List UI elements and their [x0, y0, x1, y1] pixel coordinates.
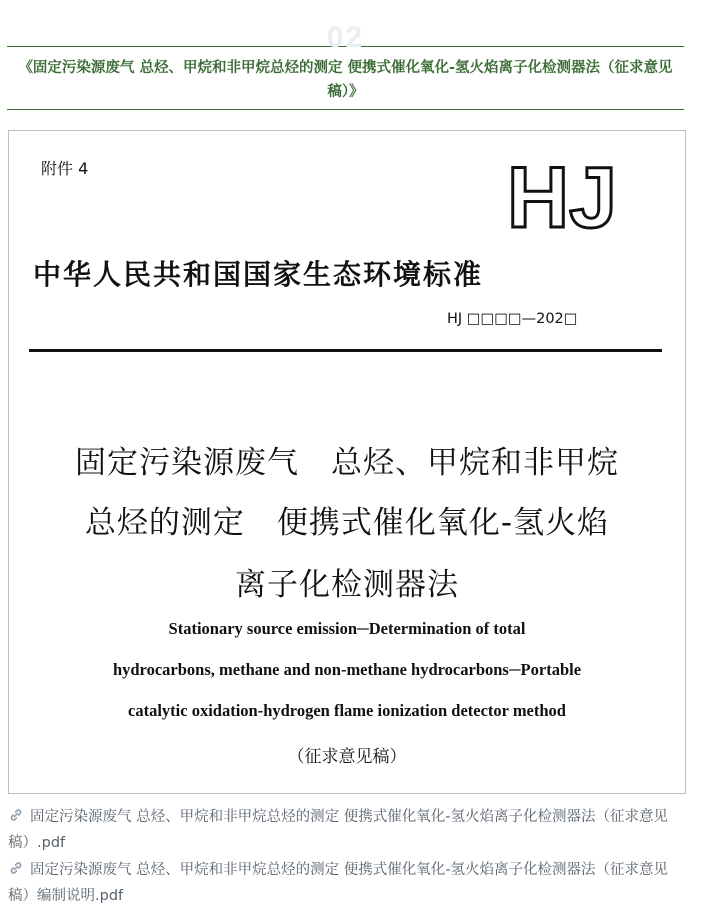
draft-label: （征求意见稿） [287, 747, 407, 767]
divider [29, 349, 662, 352]
section-header [7, 21, 684, 110]
title-cn-line-1: 固定污染源废气 总烃、甲烷和非甲烷 [75, 445, 619, 481]
standard-number: HJ □□□□—202□ [447, 311, 578, 327]
section-number: 02 [326, 21, 365, 54]
link-icon [8, 808, 24, 822]
section-title: 《固定污染源废气 总烃、甲烷和非甲烷总烃的测定 便携式催化氧化-氢火焰离子化检测器法（征求意见稿）》 [18, 60, 673, 100]
hj-logo-text: HJ [507, 161, 617, 231]
attachment-link-label[interactable]: 固定污染源废气 总烃、甲烷和非甲烷总烃的测定 便携式催化氧化-氢火焰离子化检测器法（征求意见稿）.pdf [8, 809, 668, 851]
title-cn-line-2: 总烃的测定 便携式催化氧化-氢火焰 [84, 505, 610, 541]
attachment-link-explanation-pdf[interactable] [8, 857, 688, 909]
attachment-link-label[interactable]: 固定污染源废气 总烃、甲烷和非甲烷总烃的测定 便携式催化氧化-氢火焰离子化检测器法（征求意见稿）编制说明.pdf [8, 862, 668, 904]
title-en-line-2: hydrocarbons, methane and non-methane hydrocarbons─Portable [112, 660, 582, 679]
hj-logo [497, 161, 627, 231]
attachment-list [8, 804, 688, 910]
attachment-link-pdf[interactable] [8, 804, 688, 856]
title-en-line-1: Stationary source emission─Determination of total [168, 619, 526, 638]
national-standard-heading: 中华人民共和国国家生态环境标准 [33, 258, 484, 291]
attachment-label: 附件 4 [41, 159, 89, 178]
title-cn-line-3: 离子化检测器法 [235, 567, 459, 603]
link-icon [8, 861, 24, 875]
document-cover-image [8, 130, 686, 794]
title-en-line-3: catalytic oxidation-hydrogen flame ionization detector method [128, 701, 566, 720]
